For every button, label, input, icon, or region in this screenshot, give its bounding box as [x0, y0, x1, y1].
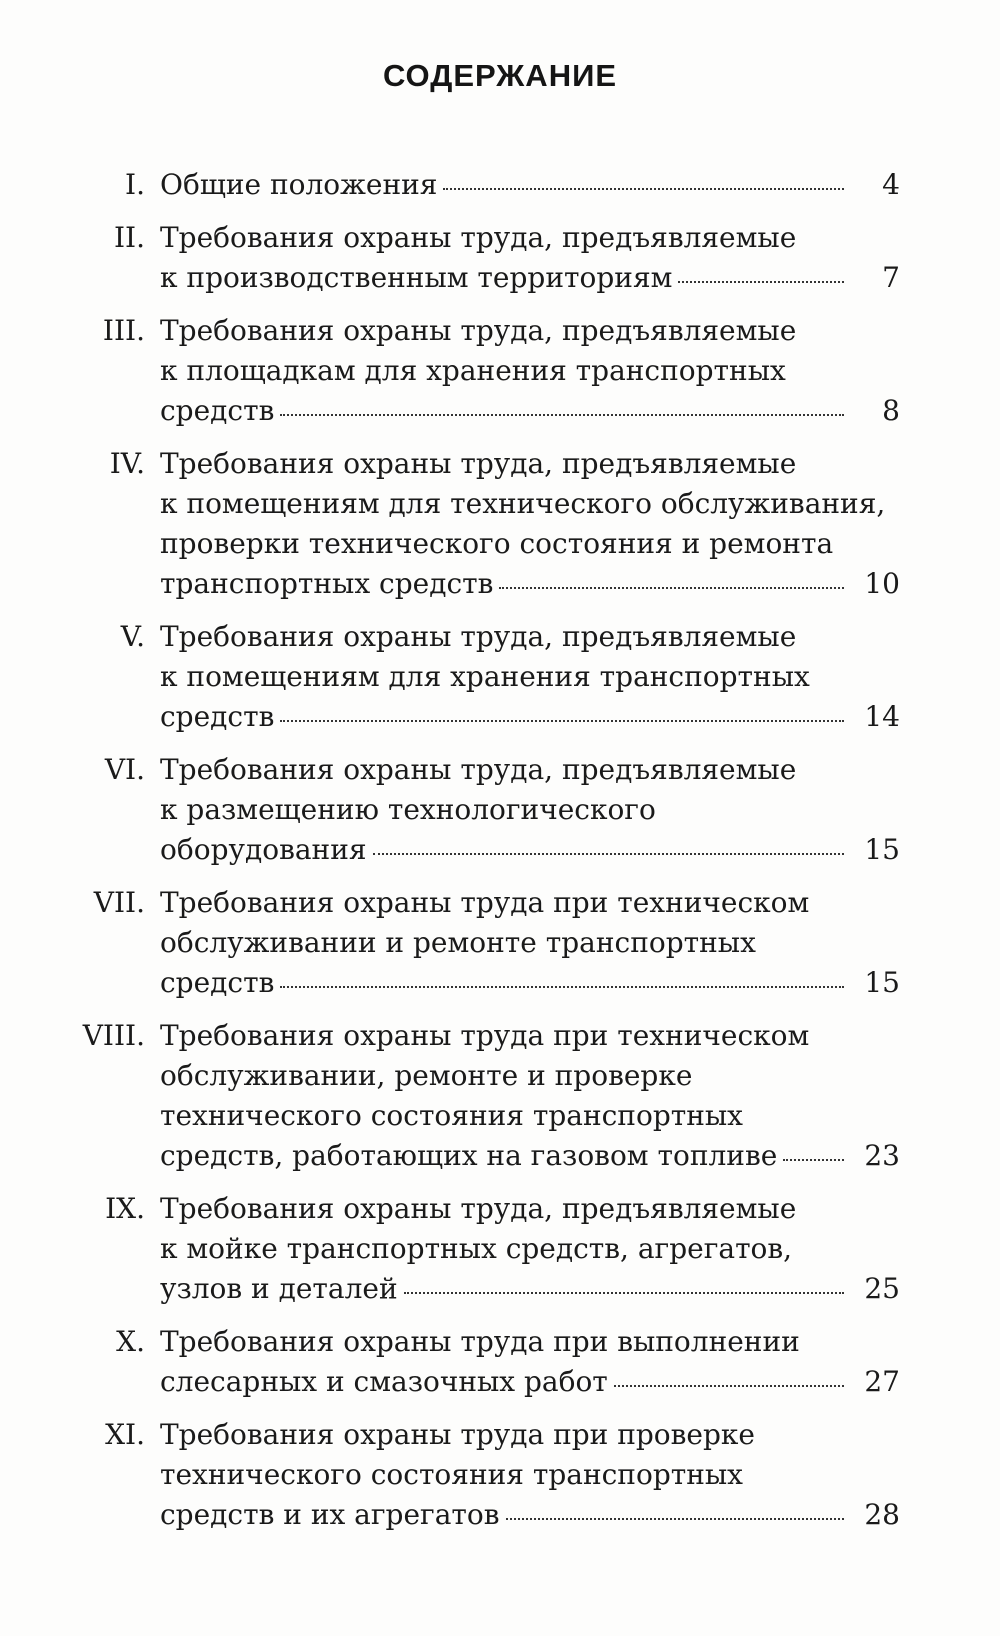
- page-title: СОДЕРЖАНИЕ: [382, 58, 618, 93]
- toc-entry-title: [160, 311, 900, 431]
- toc-entry-text: технического состояния транспортных: [160, 1099, 743, 1132]
- toc-entry-title: [160, 218, 900, 298]
- toc-entry-last-line: [160, 391, 900, 431]
- toc-entry-text: слесарных и смазочных работ: [160, 1365, 608, 1398]
- toc-entry-last-line: [160, 963, 900, 1003]
- toc-entry: [0, 165, 1000, 205]
- dot-leader: [404, 1292, 844, 1294]
- toc-entry-title: [160, 883, 900, 1003]
- toc-entry-last-line: [160, 564, 900, 604]
- toc-entry-page: 7: [882, 261, 900, 294]
- dot-leader: [373, 853, 844, 855]
- toc-entry: [0, 1322, 1000, 1402]
- toc-entry-page: 8: [882, 394, 900, 427]
- toc-entry: [0, 883, 1000, 1003]
- toc-entry-text: Требования охраны труда при проверке: [160, 1418, 755, 1451]
- toc-entry-page: 28: [864, 1498, 900, 1531]
- toc-entry-number: I.: [125, 168, 145, 201]
- dot-leader: [499, 587, 844, 589]
- toc-entry-text: технического состояния транспортных: [160, 1458, 743, 1491]
- toc-entry: [0, 617, 1000, 737]
- toc-entry-text: Требования охраны труда при техническом: [160, 1019, 810, 1052]
- toc-entry-title: [160, 1322, 900, 1402]
- dot-leader: [280, 986, 844, 988]
- dot-leader: [783, 1159, 844, 1161]
- toc-entry-number: II.: [113, 221, 145, 254]
- toc-entry-number: VII.: [93, 886, 145, 919]
- toc-entry-last-line: [160, 1136, 900, 1176]
- toc-entry-text: Требования охраны труда при выполнении: [160, 1325, 800, 1358]
- toc-entry-text: обслуживании и ремонте транспортных: [160, 926, 756, 959]
- toc-entry-title: [160, 1016, 900, 1176]
- toc-entry-number: IV.: [109, 447, 145, 480]
- toc-entry-page: 23: [864, 1139, 900, 1172]
- toc-entry-text: Требования охраны труда, предъявляемые: [160, 447, 797, 480]
- toc-entry-text: узлов и деталей: [160, 1272, 398, 1305]
- toc-entry-text: средств и их агрегатов: [160, 1498, 500, 1531]
- toc-entry: [0, 1189, 1000, 1309]
- toc-entry-last-line: [160, 1269, 900, 1309]
- toc-entry: [0, 750, 1000, 870]
- toc-entry-text: Требования охраны труда, предъявляемые: [160, 221, 797, 254]
- toc-entry-last-line: [160, 697, 900, 737]
- toc-entry: [0, 218, 1000, 298]
- toc-entry-text: Требования охраны труда, предъявляемые: [160, 620, 797, 653]
- toc-entry-number: V.: [120, 620, 145, 653]
- toc-entry-page: 4: [882, 168, 900, 201]
- toc-entry-text: Общие положения: [160, 168, 438, 201]
- toc-entry-last-line: [160, 1495, 900, 1535]
- dot-leader: [443, 188, 844, 190]
- toc-entry-text: обслуживании, ремонте и проверке: [160, 1059, 693, 1092]
- dot-leader: [506, 1518, 845, 1520]
- toc-entry-text: к мойке транспортных средств, агрегатов,: [160, 1232, 793, 1265]
- toc-entry-text: средств: [160, 394, 275, 427]
- dot-leader: [614, 1385, 844, 1387]
- dot-leader: [280, 720, 844, 722]
- toc-entry-text: транспортных средств: [160, 567, 494, 600]
- toc-entry: [0, 311, 1000, 431]
- toc-entry-title: [160, 1415, 900, 1535]
- toc-entry: [0, 1016, 1000, 1176]
- toc-entry-page: 10: [864, 567, 900, 600]
- toc-entry-number: III.: [102, 314, 145, 347]
- toc-entry-last-line: [160, 1362, 900, 1402]
- toc-entry-page: 25: [864, 1272, 900, 1305]
- toc-entry-title: [160, 1189, 900, 1309]
- toc-entry-text: к площадкам для хранения транспортных: [160, 354, 786, 387]
- toc-entry-text: оборудования: [160, 833, 367, 866]
- toc-entry-page: 14: [864, 700, 900, 733]
- toc-entry-number: IX.: [105, 1192, 145, 1225]
- toc-entry-text: средств: [160, 966, 275, 999]
- toc-entry-number: VIII.: [82, 1019, 145, 1052]
- toc-entry-text: средств: [160, 700, 275, 733]
- toc-entry-last-line: [160, 258, 900, 298]
- toc-entry-last-line: [160, 165, 900, 205]
- toc-entry-text: средств, работающих на газовом топливе: [160, 1139, 778, 1172]
- toc-entry-text: к помещениям для хранения транспортных: [160, 660, 810, 693]
- table-of-contents: [0, 165, 1000, 1548]
- dot-leader: [280, 414, 844, 416]
- toc-entry-text: Требования охраны труда, предъявляемые: [160, 753, 797, 786]
- toc-entry-page: 27: [864, 1365, 900, 1398]
- toc-entry-title: [160, 617, 900, 737]
- toc-entry-text: к размещению технологического: [160, 793, 656, 826]
- toc-entry: [0, 444, 1000, 604]
- toc-entry-text: Требования охраны труда при техническом: [160, 886, 810, 919]
- toc-entry-page: 15: [864, 966, 900, 999]
- toc-entry-page: 15: [864, 833, 900, 866]
- toc-entry-last-line: [160, 830, 900, 870]
- toc-entry: [0, 1415, 1000, 1535]
- toc-entry-text: к производственным территориям: [160, 261, 673, 294]
- toc-entry-text: Требования охраны труда, предъявляемые: [160, 314, 797, 347]
- toc-entry-number: VI.: [104, 753, 145, 786]
- toc-entry-text: к помещениям для технического обслуживания,: [160, 487, 886, 520]
- toc-entry-number: XI.: [105, 1418, 145, 1451]
- toc-entry-number: X.: [116, 1325, 145, 1358]
- toc-entry-title: [160, 165, 900, 205]
- toc-entry-title: [160, 750, 900, 870]
- toc-entry-text: Требования охраны труда, предъявляемые: [160, 1192, 797, 1225]
- toc-entry-title: [160, 444, 900, 604]
- toc-entry-text: проверки технического состояния и ремонта: [160, 527, 834, 560]
- dot-leader: [678, 281, 844, 283]
